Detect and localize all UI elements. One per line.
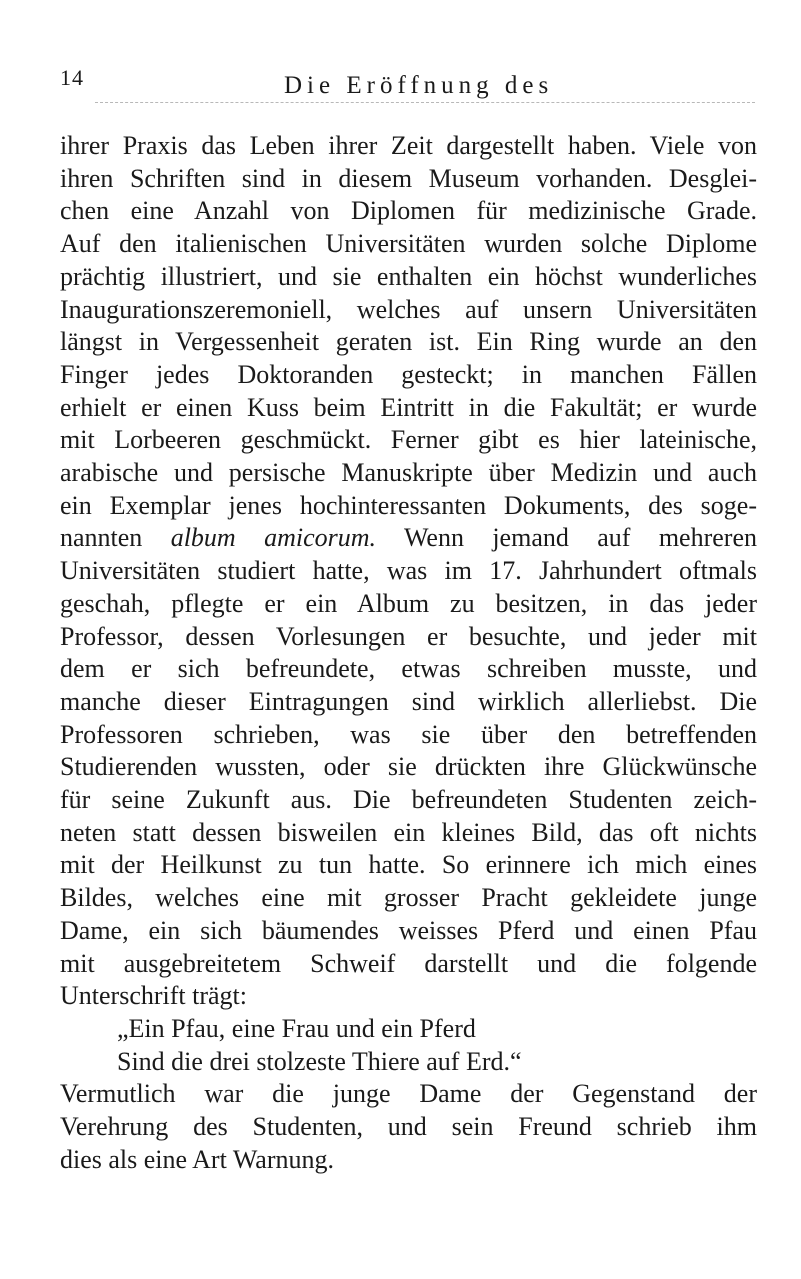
text-line: für seine Zukunft aus. Die befreundeten Studenten zeich- <box>60 785 757 815</box>
text-line: ein Exemplar jenes hochinteressanten Dokuments, des soge- <box>60 490 757 520</box>
text-fragment: nannten <box>60 523 171 553</box>
verse-line: „Ein Pfau, eine Frau und ein Pferd <box>117 1013 476 1043</box>
text-line: dies als eine Art Warnung. <box>60 1144 334 1174</box>
text-line: dem er sich befreundete, etwas schreiben musste, und <box>60 654 757 684</box>
text-line: Bildes, welches eine mit grosser Pracht gekleidete junge <box>60 883 757 913</box>
italic-term: album amicorum. <box>170 523 377 553</box>
text-line: mit Lorbeeren geschmückt. Ferner gibt es hier lateinische, <box>60 425 757 455</box>
header-rule <box>95 102 755 103</box>
text-line: ihrer Praxis das Leben ihrer Zeit dargestellt haben. Viele von <box>60 131 757 160</box>
text-line: arabische und persische Manuskripte über Medizin und auch <box>60 458 757 488</box>
text-line: geschah, pflegte er ein Album zu besitzen, in das jeder <box>60 588 757 618</box>
text-line: prächtig illustriert, und sie enthalten ein höchst wunderliches <box>60 261 757 291</box>
text-fragment: Wenn jemand auf mehreren <box>376 523 757 553</box>
text-line: neten statt dessen bisweilen ein kleines Bild, das oft nichts <box>60 817 757 847</box>
text-line: erhielt er einen Kuss beim Eintritt in die Fakultät; er wurde <box>60 392 757 422</box>
page-number: 14 <box>60 65 84 90</box>
text-line: Vermutlich war die junge Dame der Gegenstand der <box>60 1079 757 1109</box>
text-line: Finger jedes Doktoranden gesteckt; in manchen Fällen <box>60 359 757 389</box>
text-line: Unterschrift trägt: <box>60 981 247 1011</box>
text-line: manche dieser Eintragungen sind wirklich allerliebst. Die <box>60 686 757 716</box>
text-line: Studierenden wussten, oder sie drückten ihre Glückwünsche <box>60 752 757 782</box>
text-line: Professoren schrieben, was sie über den betreffenden <box>60 719 757 749</box>
verse-line: Sind die drei stolzeste Thiere auf Erd.“ <box>117 1046 522 1076</box>
text-line: Inaugurationszeremoniell, welches auf unsern Universitäten <box>60 294 757 324</box>
text-line: Professor, dessen Vorlesungen er besuchte, und jeder mit <box>60 621 757 651</box>
text-line: ihren Schriften sind in diesem Museum vorhanden. Desglei- <box>60 163 757 193</box>
text-line-with-italic <box>60 522 757 555</box>
text-line: Auf den italienischen Universitäten wurden solche Diplome <box>60 229 757 259</box>
text-line: Verehrung des Studenten, und sein Freund schrieb ihm <box>60 1112 757 1142</box>
text-line: Dame, ein sich bäumendes weisses Pferd und einen Pfau <box>60 915 757 945</box>
text-line: mit ausgebreitetem Schweif darstellt und die folgende <box>60 948 757 978</box>
text-line: chen eine Anzahl von Diplomen für medizinische Grade. <box>60 196 757 226</box>
text-line: mit der Heilkunst zu tun hatte. So erinnere ich mich eines <box>60 850 757 880</box>
text-line: Universitäten studiert hatte, was im 17. Jahrhundert oftmals <box>60 556 757 586</box>
body-text <box>60 130 757 1177</box>
running-title: Die Eröffnung des <box>284 72 554 99</box>
text-line: längst in Vergessenheit geraten ist. Ein Ring wurde an den <box>60 327 757 357</box>
